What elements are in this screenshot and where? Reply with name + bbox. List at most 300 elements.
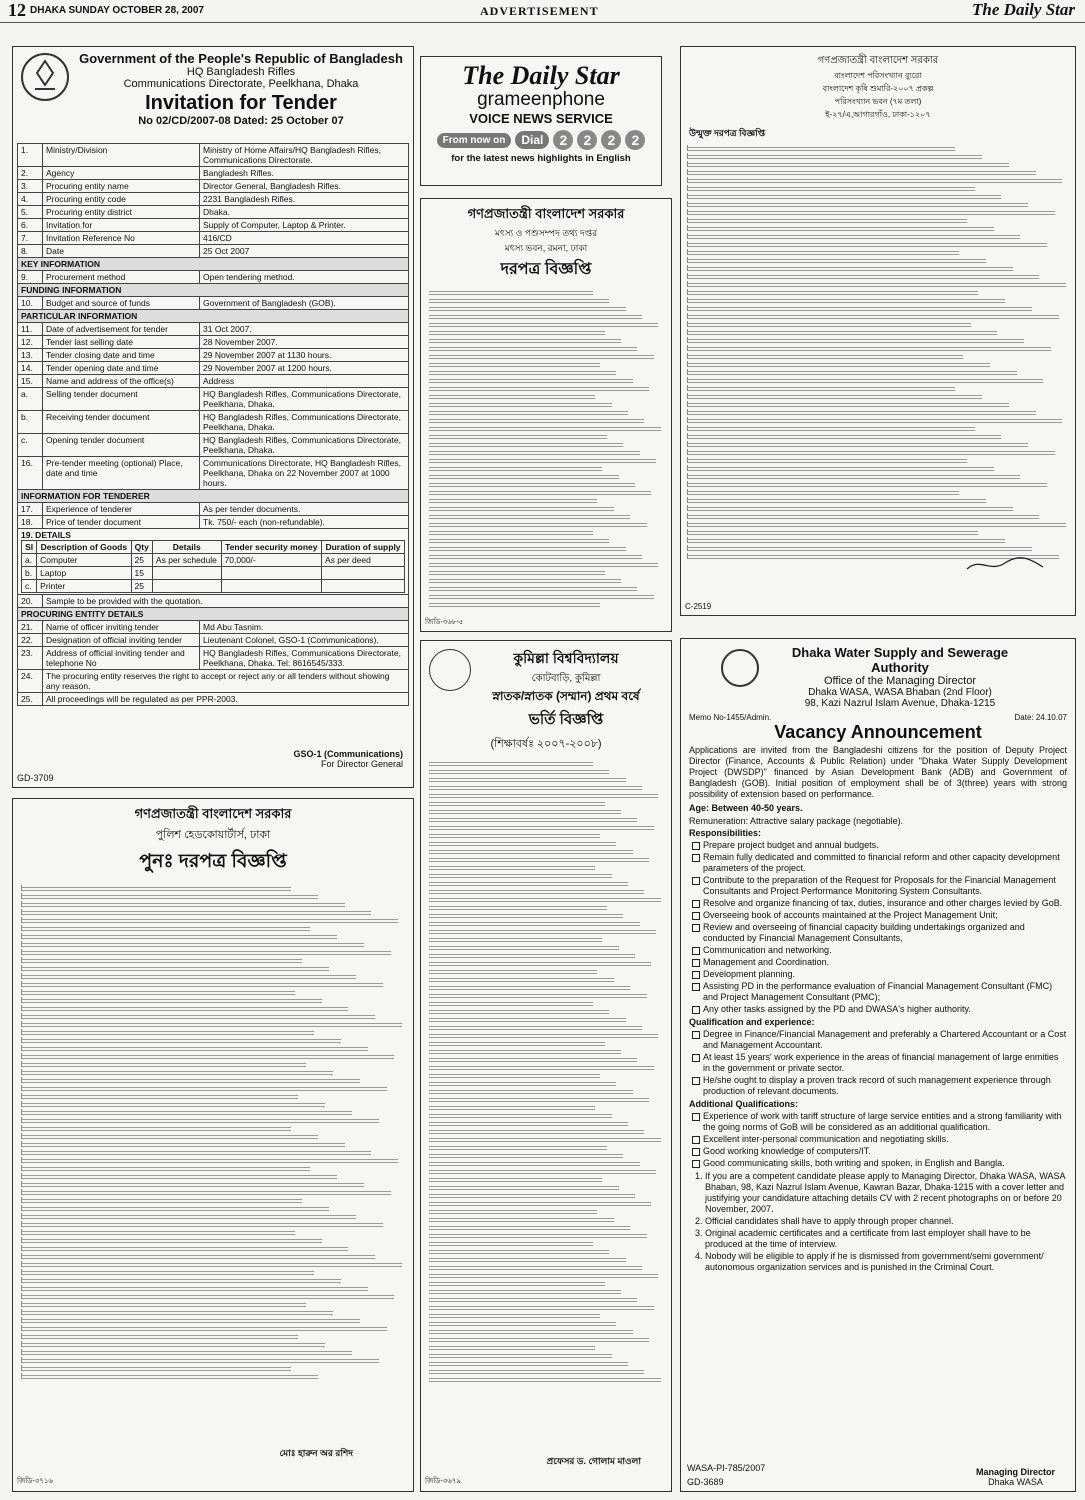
police-signer: মোঃ হারুন অর রশিদ — [279, 1448, 353, 1458]
small-print-line — [429, 337, 621, 343]
table-cell: Computer — [37, 554, 131, 567]
table-cell: As per schedule — [152, 554, 221, 567]
table-cell: Name and address of the office(s) — [43, 375, 200, 388]
small-print-line — [687, 369, 1017, 375]
admission-session: (শিক্ষাবর্ষঃ ২০০৭-২০০৮) — [490, 738, 602, 750]
small-print-line — [21, 1325, 387, 1331]
table-row — [18, 245, 409, 258]
table-cell: Sl — [22, 541, 37, 554]
responsibility-item: Resolve and organize financing of tax, duties, insurance and other charges levied by GoB. — [703, 898, 1067, 909]
tender-title: Invitation for Tender — [145, 92, 337, 114]
small-print-line — [21, 1341, 325, 1347]
small-print-line — [429, 553, 642, 559]
table-cell: Tk. 750/- each (non-refundable). — [200, 516, 409, 529]
small-print-line — [21, 973, 356, 979]
small-print-line — [21, 917, 398, 923]
small-print-line — [687, 337, 1024, 343]
small-print-line — [429, 481, 635, 487]
table-cell: 2. — [18, 167, 43, 180]
small-print-line — [429, 497, 597, 503]
table-cell: c. — [22, 580, 37, 593]
small-print-line — [687, 217, 967, 223]
small-print-line — [429, 329, 605, 335]
small-print-line — [429, 433, 607, 439]
small-print-line — [429, 848, 633, 854]
tender-signature-sub: For Director General — [320, 759, 403, 769]
table-cell: Procuring entity name — [43, 180, 200, 193]
small-print-line — [429, 1288, 621, 1294]
table-cell: 20. — [18, 595, 43, 608]
table-cell: FUNDING INFORMATION — [18, 284, 409, 297]
small-print-line — [429, 992, 647, 998]
small-print-line — [429, 577, 621, 583]
small-print-line — [21, 1029, 314, 1035]
wasa-intro: Applications are invited from the Bangladeshi citizens for the position of Deputy Project Director (Finance, Accounts & Public Relation) under "Dhaka Water Supply Development Project (DWSDP)" financed by Asian Development Bank (ADB) and Government of Bangladesh (GOB). Initial position of employment shall be of 3(three) years with strong possibility of extension based on performance. — [689, 745, 1067, 799]
small-print-line — [429, 976, 614, 982]
small-print-line — [21, 1037, 341, 1043]
small-print-line — [429, 1224, 630, 1230]
small-print-line — [429, 888, 644, 894]
table-cell: 16. — [18, 457, 43, 490]
small-print-line — [429, 952, 635, 958]
small-print-line — [21, 901, 345, 907]
police-title: পুনঃ দরপত্র বিজ্ঞপ্তি — [139, 851, 287, 872]
fisheries-gov: গণপ্রজাতন্ত্রী বাংলাদেশ সরকার — [467, 206, 625, 221]
admission-body — [421, 754, 671, 1388]
small-print-line — [429, 545, 626, 551]
table-cell: Budget and source of funds — [43, 297, 200, 310]
table-row — [18, 621, 409, 634]
wasa-date: Date: 24.10.07 — [1014, 713, 1067, 722]
small-print-line — [429, 1200, 651, 1206]
responsibility-item: Contribute to the preparation of the Request for Proposals for the Financial Management Consultants and Project Performance Monitoring System Consultants. — [703, 875, 1067, 897]
small-print-line — [21, 965, 329, 971]
table-cell: Md Abu Tasnim. — [200, 621, 409, 634]
small-print-line — [21, 1357, 379, 1363]
additional-qualification-item: Good communicating skills, both writing and spoken, in English and Bangla. — [703, 1158, 1067, 1169]
section-row — [18, 608, 409, 621]
table-row — [18, 167, 409, 180]
table-cell: 15. — [18, 375, 43, 388]
note-item: 4. Nobody will be eligible to apply if he is dismissed from government/semi government/ autonomous organization services and is punished in the Criminal Court. — [705, 1251, 1067, 1273]
table-cell: The procuring entity reserves the right to accept or reject any or all tenders without showing any reason. — [43, 670, 409, 693]
small-print-line — [21, 1277, 341, 1283]
small-print-line — [429, 1272, 658, 1278]
small-print-line — [687, 297, 1005, 303]
page-number: 12 — [8, 0, 26, 20]
small-print-line — [429, 393, 595, 399]
wasa-sig-org: Dhaka WASA — [988, 1477, 1043, 1487]
table-row — [18, 180, 409, 193]
additional-qualification-list — [689, 1111, 1067, 1169]
table-cell: 25 Oct 2007 — [200, 245, 409, 258]
small-print-line — [429, 816, 637, 822]
small-print-line — [21, 1221, 383, 1227]
table-cell: 9. — [18, 271, 43, 284]
table-cell: Tender closing date and time — [43, 349, 200, 362]
table-cell: 24. — [18, 670, 43, 693]
small-print-line — [429, 1360, 628, 1366]
small-print-line — [687, 425, 975, 431]
small-print-line — [429, 1032, 658, 1038]
small-print-line — [429, 1256, 626, 1262]
table-row — [18, 434, 409, 457]
tender-ref: No 02/CD/2007-08 Dated: 25 October 07 — [138, 115, 344, 127]
small-print-line — [687, 321, 971, 327]
wasa-remun: Remuneration: Attractive salary package (negotiable). — [689, 816, 904, 826]
table-cell: a. — [22, 554, 37, 567]
table-cell: Tender opening date and time — [43, 362, 200, 375]
small-print-line — [21, 1253, 375, 1259]
note-item: 1. If you are a competent candidate please apply to Managing Director, Dhaka WASA, WASA Bhaban, 98, Kazi Nazrul Islam Avenue, Kawran Bazar, Dhaka-1215 with a cover letter and justifying your candidature attaching details CV with 2 recent photographs on or before 20 November, 2007. — [705, 1171, 1067, 1215]
small-print-line — [21, 1229, 295, 1235]
table-cell: b. — [18, 411, 43, 434]
table-row — [18, 375, 409, 388]
small-print-line — [429, 800, 605, 806]
small-print-line — [429, 1048, 621, 1054]
wasa-ref: WASA-PI-785/2007 — [687, 1463, 766, 1473]
small-print-line — [687, 193, 1001, 199]
table-cell: Experience of tenderer — [43, 503, 200, 516]
bbs-header-line: বাংলাদেশ পরিসংখ্যান ব্যুরো — [834, 71, 922, 80]
table-row — [18, 388, 409, 411]
fisheries-body — [421, 283, 671, 613]
small-print-line — [687, 201, 1028, 207]
small-print-line — [687, 145, 955, 151]
small-print-line — [429, 944, 619, 950]
tender-code: GD-3709 — [17, 773, 54, 783]
table-cell: As per tender documents. — [200, 503, 409, 516]
small-print-line — [687, 361, 990, 367]
small-print-line — [429, 601, 600, 607]
responsibility-list — [689, 840, 1067, 1015]
table-cell — [152, 567, 221, 580]
small-print-line — [429, 297, 609, 303]
small-print-line — [21, 933, 337, 939]
small-print-line — [429, 449, 640, 455]
small-print-line — [21, 1269, 314, 1275]
table-cell — [152, 580, 221, 593]
small-print-line — [429, 1336, 649, 1342]
small-print-line — [21, 1133, 318, 1139]
promo-masthead: The Daily Star — [462, 61, 620, 90]
small-print-line — [21, 1197, 302, 1203]
small-print-line — [429, 1208, 597, 1214]
small-print-line — [687, 433, 1001, 439]
bbs-header-line: ই-২৭/এ,আগারগাঁও, ঢাকা-১২০৭ — [825, 110, 931, 119]
table-cell: Tender last selling date — [43, 336, 200, 349]
details-item — [22, 554, 405, 567]
small-print-line — [21, 1125, 291, 1131]
responsibility-item: Development planning. — [703, 969, 1067, 980]
table-cell: a. — [18, 388, 43, 411]
small-print-line — [429, 505, 614, 511]
table-cell: Invitation for — [43, 219, 200, 232]
table-cell: 6. — [18, 219, 43, 232]
small-print-line — [687, 449, 1055, 455]
table-cell: Tender security money — [221, 541, 321, 554]
bbs-tender-ad — [680, 46, 1076, 616]
small-print-line — [429, 1096, 649, 1102]
small-print-line — [429, 1352, 612, 1358]
small-print-line — [21, 1293, 394, 1299]
small-print-line — [687, 265, 1013, 271]
small-print-line — [429, 1344, 595, 1350]
bdr-tender-ad — [12, 46, 414, 788]
small-print-line — [21, 1109, 352, 1115]
small-print-line — [687, 161, 1009, 167]
small-print-line — [429, 473, 619, 479]
small-print-line — [429, 1296, 637, 1302]
small-print-line — [687, 545, 1032, 551]
table-cell: Lieutenant Colonel, GSO-1 (Communications). — [200, 634, 409, 647]
table-cell: Supply of Computer, Laptop & Printer. — [200, 219, 409, 232]
qualification-item: At least 15 years' work experience in the areas of financial management of large enmities in the government or private sector. — [703, 1052, 1067, 1074]
small-print-line — [429, 1072, 600, 1078]
wasa-sig-title: Managing Director — [975, 1467, 1055, 1477]
table-row — [18, 336, 409, 349]
small-print-line — [429, 593, 654, 599]
wasa-org: Dhaka Water Supply and Sewerage Authority — [791, 645, 1009, 675]
small-print-line — [429, 1088, 633, 1094]
small-print-line — [429, 936, 602, 942]
small-print-line — [429, 377, 633, 383]
small-print-line — [429, 808, 621, 814]
table-cell — [322, 580, 405, 593]
table-row — [18, 634, 409, 647]
wasa-title: Vacancy Announcement — [774, 722, 982, 742]
small-print-line — [429, 784, 642, 790]
table-cell: 23. — [18, 647, 43, 670]
small-print-line — [429, 1280, 605, 1286]
small-print-line — [687, 313, 1059, 319]
small-print-line — [429, 313, 642, 319]
small-print-line — [21, 1333, 298, 1339]
small-print-line — [687, 273, 1039, 279]
table-cell: 14. — [18, 362, 43, 375]
small-print-line — [21, 1149, 371, 1155]
bbs-header-line: পরিসংখ্যান ভবন (৭ম তলা) — [834, 97, 922, 106]
details-label: 19. DETAILS — [21, 530, 71, 540]
fisheries-tender-ad — [420, 198, 672, 632]
bbs-table — [681, 145, 1075, 559]
small-print-line — [429, 361, 600, 367]
small-print-line — [687, 289, 978, 295]
small-print-line — [21, 1301, 306, 1307]
small-print-line — [429, 1264, 642, 1270]
responsibility-item: Overseeing book of accounts maintained at the Project Management Unit; — [703, 910, 1067, 921]
table-cell: HQ Bangladesh Rifles, Communications Directorate, Peelkhana, Dhaka. — [200, 388, 409, 411]
tender-hq: HQ Bangladesh Rifles — [186, 66, 296, 78]
table-cell: 416/CD — [200, 232, 409, 245]
small-print-line — [429, 513, 630, 519]
qualification-item: Degree in Finance/Financial Management and preferably a Chartered Accountant or a Cost and Management Accountant. — [703, 1029, 1067, 1050]
small-print-line — [687, 393, 982, 399]
small-print-line — [687, 401, 1009, 407]
small-print-line — [21, 981, 383, 987]
small-print-line — [429, 465, 602, 471]
table-cell: 29 November 2007 at 1130 hours. — [200, 349, 409, 362]
small-print-line — [687, 489, 959, 495]
small-print-line — [21, 1069, 333, 1075]
small-print-line — [429, 1016, 626, 1022]
table-cell: 18. — [18, 516, 43, 529]
small-print-line — [429, 1248, 609, 1254]
table-cell: Communications Directorate, HQ Bangladesh Rifles, Peelkhana, Dhaka on 22 November 2007 at 1000 hours. — [200, 457, 409, 490]
wasa-code: GD-3689 — [687, 1477, 724, 1487]
bbs-heading: উন্মুক্ত দরপত্র বিজ্ঞপ্তি — [689, 128, 766, 138]
small-print-line — [687, 521, 1066, 527]
small-print-line — [429, 537, 609, 543]
small-print-line — [21, 1173, 337, 1179]
table-row — [18, 144, 409, 167]
table-row — [18, 206, 409, 219]
table-row — [18, 362, 409, 375]
small-print-line — [687, 257, 986, 263]
table-cell: Procuring entity code — [43, 193, 200, 206]
wasa-logo-icon — [721, 649, 759, 687]
small-print-line — [21, 885, 291, 891]
signature-mark — [965, 555, 1045, 575]
small-print-line — [687, 233, 1020, 239]
table-cell: Procurement method — [43, 271, 200, 284]
table-cell: PROCURING ENTITY DETAILS — [18, 608, 409, 621]
university-place: কোটবাড়ি, কুমিল্লা — [531, 673, 601, 684]
small-print-line — [21, 1205, 329, 1211]
responsibility-item: Prepare project budget and annual budgets. — [703, 840, 1067, 851]
small-print-line — [429, 321, 658, 327]
small-print-line — [429, 1080, 616, 1086]
table-cell: Date — [43, 245, 200, 258]
table-cell: Ministry/Division — [43, 144, 200, 167]
small-print-line — [429, 1104, 595, 1110]
small-print-line — [21, 1181, 364, 1187]
small-print-line — [687, 177, 1062, 183]
small-print-line — [429, 840, 616, 846]
table-cell: b. — [22, 567, 37, 580]
section-row — [18, 490, 409, 503]
small-print-line — [21, 1061, 306, 1067]
tender-org: Government of the People's Republic of Bangladesh — [79, 51, 403, 66]
small-print-line — [21, 1021, 402, 1027]
small-print-line — [21, 925, 310, 931]
police-gov: গণপ্রজাতন্ত্রী বাংলাদেশ সরকার — [134, 806, 292, 821]
table-cell: Printer — [37, 580, 131, 593]
additional-qualification-item: Good working knowledge of computers/IT. — [703, 1146, 1067, 1157]
small-print-line — [687, 281, 1066, 287]
fisheries-addr: মৎস্য ভবন, রমনা, ঢাকা — [504, 243, 588, 253]
promo-brand: grameenphone — [477, 89, 605, 110]
small-print-line — [429, 369, 616, 375]
table-cell: Bangladesh Rifles. — [200, 167, 409, 180]
tender-table — [17, 143, 409, 706]
small-print-line — [687, 345, 1051, 351]
small-print-line — [429, 824, 654, 830]
fisheries-code: জিডি-৩৬৮-৫ — [425, 619, 464, 626]
table-cell: Price of tender document — [43, 516, 200, 529]
details-row — [18, 529, 409, 595]
table-cell: Dhaka. — [200, 206, 409, 219]
table-row — [18, 349, 409, 362]
small-print-line — [429, 1328, 633, 1334]
small-print-line — [429, 489, 651, 495]
small-print-line — [429, 768, 609, 774]
table-cell: Address of official inviting tender and telephone No — [43, 647, 200, 670]
table-cell: 28 November 2007. — [200, 336, 409, 349]
table-cell: Qty — [131, 541, 152, 554]
small-print-line — [429, 1240, 593, 1246]
table-row — [18, 323, 409, 336]
table-row — [18, 670, 409, 693]
small-print-line — [429, 417, 644, 423]
small-print-line — [21, 1005, 348, 1011]
small-print-line — [429, 1320, 616, 1326]
small-print-line — [687, 305, 1032, 311]
table-cell: As per deed — [322, 554, 405, 567]
small-print-line — [429, 1376, 661, 1382]
details-item — [22, 580, 405, 593]
small-print-line — [429, 1128, 644, 1134]
small-print-line — [687, 481, 1047, 487]
small-print-line — [687, 529, 978, 535]
responsibility-item: Assisting PD in the performance evaluation of Financial Management Consultant (FMC) and Project Management Consultant (PMC); — [703, 981, 1067, 1003]
police-office: পুলিশ হেডকোয়ার্টার্স, ঢাকা — [155, 829, 271, 841]
table-cell: 13. — [18, 349, 43, 362]
small-print-line — [429, 1176, 602, 1182]
table-cell: 11. — [18, 323, 43, 336]
small-print-line — [21, 1013, 375, 1019]
table-cell: All proceedings will be regulated as per PPR-2003. — [43, 693, 409, 706]
small-print-line — [21, 949, 391, 955]
section-title: ADVERTISEMENT — [480, 4, 599, 18]
admission-code: জিডি-৩৬৭৯ — [425, 1478, 461, 1485]
small-print-line — [429, 1040, 605, 1046]
small-print-line — [429, 864, 595, 870]
small-print-line — [687, 417, 1062, 423]
table-row — [18, 503, 409, 516]
small-print-line — [429, 289, 593, 295]
small-print-line — [429, 856, 649, 862]
table-cell — [221, 580, 321, 593]
small-print-line — [21, 1077, 360, 1083]
small-print-line — [429, 1152, 623, 1158]
admission-title: স্নাতক/স্নাতক (সম্মান) প্রথম বর্ষে — [492, 689, 640, 703]
promo-dial: Dial — [515, 131, 549, 149]
small-print-line — [21, 1373, 318, 1379]
section-row — [18, 310, 409, 323]
small-print-line — [429, 457, 656, 463]
table-cell: Description of Goods — [37, 541, 131, 554]
small-print-line — [687, 241, 1047, 247]
small-print-line — [687, 225, 994, 231]
wasa-memo: Memo No-1455/Admin. — [689, 713, 772, 722]
small-print-line — [429, 1064, 654, 1070]
table-cell: Details — [152, 541, 221, 554]
small-print-line — [429, 1184, 619, 1190]
bbs-header-line: গণপ্রজাতন্ত্রী বাংলাদেশ সরকার — [817, 55, 939, 66]
table-cell: Procuring entity district — [43, 206, 200, 219]
small-print-line — [21, 1349, 352, 1355]
bbs-code: C-2519 — [685, 602, 712, 611]
small-print-line — [21, 1365, 291, 1371]
masthead: The Daily Star — [972, 0, 1075, 19]
wasa-addr: 98, Kazi Nazrul Islam Avenue, Dhaka-1215 — [804, 698, 996, 709]
table-cell: INFORMATION FOR TENDERER — [18, 490, 409, 503]
application-notes — [689, 1171, 1067, 1273]
tender-dir: Communications Directorate, Peelkhana, Dhaka — [123, 78, 359, 90]
small-print-line — [429, 1056, 637, 1062]
table-cell: 17. — [18, 503, 43, 516]
